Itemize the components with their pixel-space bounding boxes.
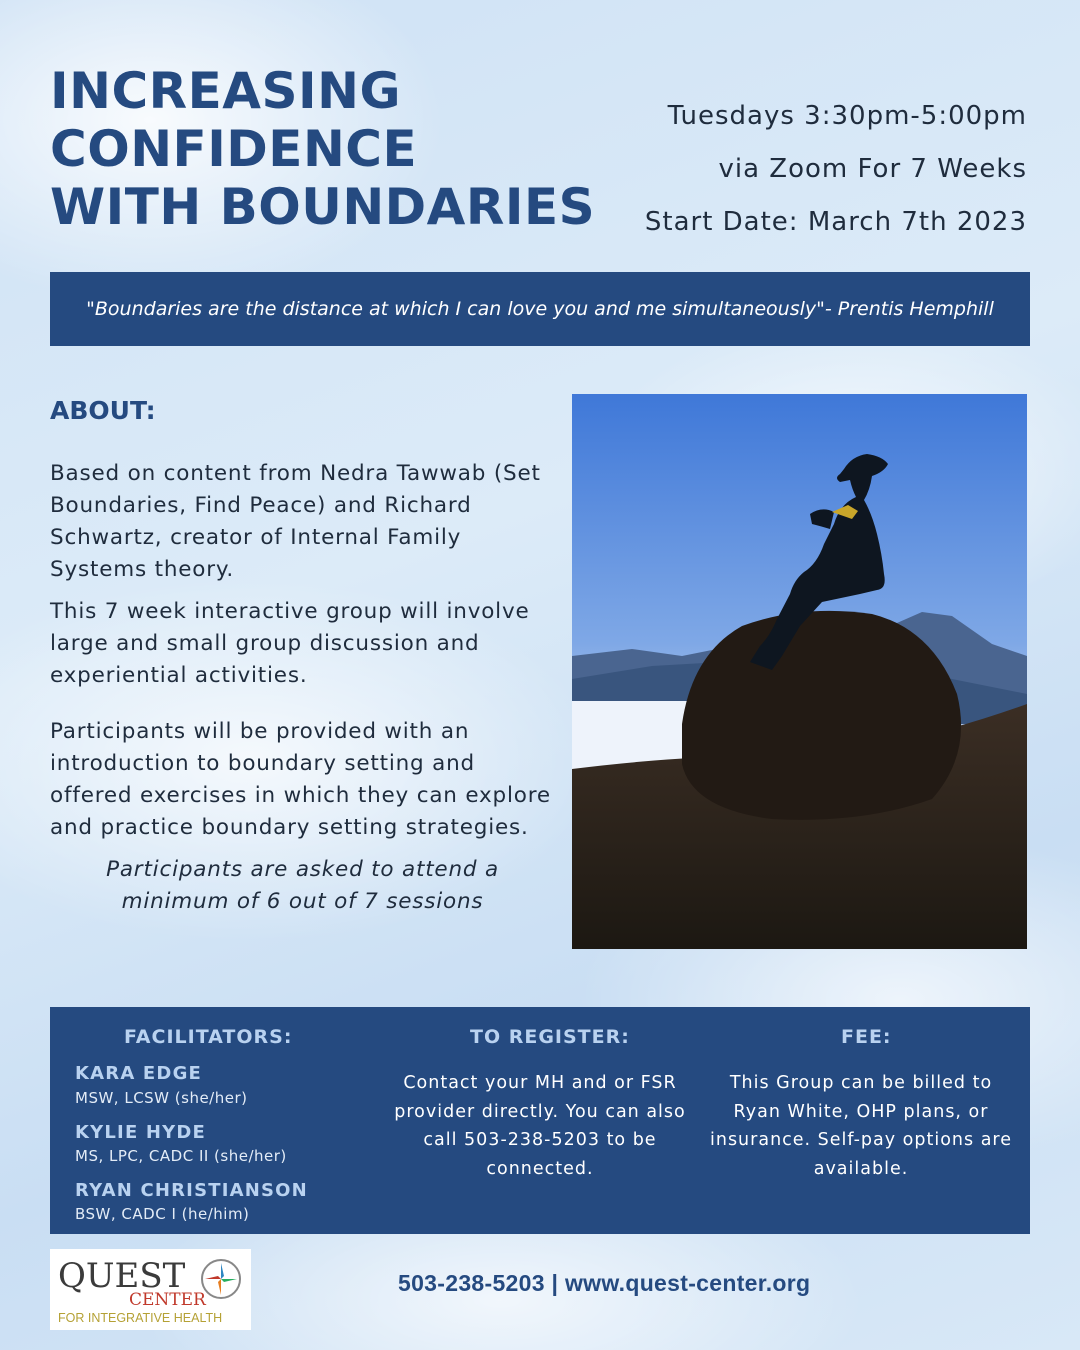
compass-icon — [202, 1260, 240, 1298]
facilitators-heading: FACILITATORS: — [124, 1026, 293, 1048]
about-section — [50, 458, 555, 918]
silhouette-photo — [572, 394, 1027, 949]
fee-heading: FEE: — [841, 1026, 892, 1048]
schedule-info — [607, 90, 1027, 249]
title-line-3: WITH BOUNDARIES — [50, 178, 596, 236]
logo-tagline-text: FOR INTEGRATIVE HEALTH — [58, 1311, 223, 1325]
facilitator-credentials: MS, LPC, CADC II (she/her) — [75, 1147, 287, 1165]
about-heading: ABOUT: — [50, 396, 156, 425]
page-title — [50, 62, 630, 236]
schedule-day-time: Tuesdays 3:30pm-5:00pm — [667, 101, 1027, 131]
logo-center-text: CENTER — [129, 1290, 206, 1310]
register-text: Contact your MH and or FSR provider directly. You can also call 503-238-5203 to be connected. — [394, 1073, 686, 1179]
title-line-2: CONFIDENCE — [50, 120, 418, 178]
schedule-format: via Zoom For 7 Weeks — [718, 154, 1027, 184]
schedule-start-date: Start Date: March 7th 2023 — [644, 207, 1027, 237]
title-line-1: INCREASING — [50, 62, 401, 120]
info-panel — [50, 1007, 1030, 1234]
fee-text: This Group can be billed to Ryan White, OHP plans, or insurance. Self-pay options are available. — [709, 1073, 1012, 1179]
about-paragraph-1: Based on content from Nedra Tawwab (Set Boundaries, Find Peace) and Richard Schwartz, creator of Internal Family Systems theory. — [50, 461, 541, 582]
quote-banner — [50, 272, 1030, 346]
facilitator-credentials: MSW, LCSW (she/her) — [75, 1089, 248, 1107]
facilitator-credentials: BSW, CADC I (he/him) — [75, 1205, 250, 1223]
facilitator-name: KARA EDGE — [75, 1063, 203, 1084]
quote-text: "Boundaries are the distance at which I can love you and me simultaneously"- Prentis Hemphill — [86, 298, 994, 320]
facilitator-name: KYLIE HYDE — [75, 1122, 207, 1143]
attendance-note: Participants are asked to attend a minimum of 6 out of 7 sessions — [106, 857, 499, 914]
about-paragraph-2: This 7 week interactive group will involve large and small group discussion and experiential activities. — [50, 599, 530, 688]
about-paragraph-3: Participants will be provided with an introduction to boundary setting and offered exercises in which they can explore and practice boundary setting strategies. — [50, 719, 551, 840]
logo-quest-text: QUEST — [58, 1256, 186, 1296]
facilitator-name: RYAN CHRISTIANSON — [75, 1180, 308, 1201]
quest-center-logo — [50, 1249, 251, 1330]
contact-info[interactable]: 503-238-5203 | www.quest-center.org — [398, 1270, 811, 1296]
register-heading: TO REGISTER: — [470, 1026, 630, 1048]
